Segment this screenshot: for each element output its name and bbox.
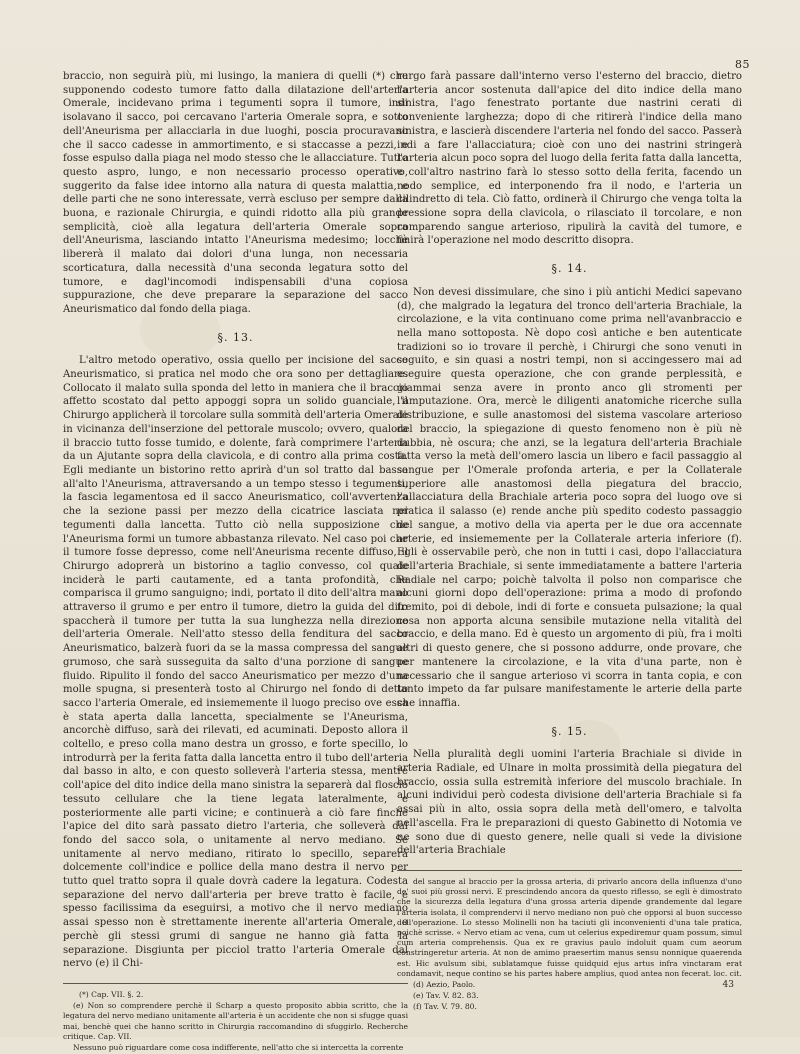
footnotes [63,990,408,1053]
signature-mark: 43 [722,980,734,990]
section-heading: §. 15. [551,724,588,738]
footnote: (e) Tav. V. 82. 83. [413,991,479,1001]
paragraph: Nella pluralità degli uomini l'arteria Brachiale si divide in arteria Radiale, ed Ulnare in molta prossimità della piegatura del braccio, ossia sulla estremità inferiore del muscolo brachiale. In alcuni individui però codesta divisione dell'arteria Brachiale si fa assai più in alto, ossia sopra della metà dell'omero, e talvolta nell'ascella. Fra le preparazioni di questo Gabinetto di Notomia ve ne sono due di questo genere, nelle quali si vede la divisione dell'arteria Brachiale [397,749,742,857]
paragraph: Non devesi dissimulare, che sino i più antichi Medici sapevano (d), che malgrado la legatura del tronco dell'arteria Brachiale, la circolazione, e la vita continuano come prima nell'avanbraccio e nella mano sottoposta. Nè dopo così antiche e ben autenticate tradizioni so io trovare il perchè, i Chirurgi che sono venuti in seguito, e sin quasi a nostri tempi, non si accingessero mai ad eseguire questa operazione, che con grande perplessità, e giammai senza avere in pronto anco gli stromenti per l'amputazione. Ora, mercè le diligenti anatomiche ricerche sulla distribuzione, e sulle anastomosi del sistema vascolare arterioso del braccio, la spiegazione di questo fenomeno non è più nè dubbia, nè oscura; che anzi, se la legatura dell'arteria Brachiale fatta verso la metà dell'omero lascia un libero e facil passaggio al sangue per l'Omerale profonda arteria, e per la Collaterale superiore alle anastomosi della piegatura del braccio, l'allacciatura della Brachiale arteria poco sopra del luogo ove si pratica il salasso (e) rende anche più spedito codesto passaggio del sangue, a motivo della via aperta per le due ora accennate arterie, ed insiememente per la Collaterale arteria inferiore (f). Egli è osservabile però, che non in tutti i casi, dopo l'allacciatura dell'arteria Brachiale, si sente immediatamente a battere l'arteria Radiale nel carpo; poichè talvolta il polso non comparisce che alcuni giorni dopo dell'operazione: prima a modo di profondo fremito, poi di debole, indi di forte e consueta pulsazione; la qual cosa non apporta alcuna sensibile mutazione nella vitalità del braccio, e della mano. Ed è questo un argomento di più, fra i molti altri di questo genere, che si possono addurre, onde provare, che per mantenere la circolazione, e la vita d'una parte, non è necessario che il sangue arterioso vi scorra in tanta copia, e con tanto impeto da far pulsare manifestamente le arterie della parte che innaffia. [397,286,742,709]
paragraph: rurgo farà passare dall'interno verso l'esterno del braccio, dietro l'arteria ancor sostenuta dall'apice del dito indice della mano sinistra, l'ago fenestrato portante due nastrini cerati di conveniente larghezza; dopo di che ritirerà l'indice della mano sinistra, e lascierà discendere l'arteria nel fondo del sacco. Passerà indi a fare l'allacciatura; cioè con uno dei nastrini stringerà l'arteria alcun poco sopra del luogo della ferita fatta dalla lancetta, e coll'altro nastrino farà lo stesso sotto della ferita, facendo un nodo semplice, ed interponendo fra il nodo, e l'arteria un cilindretto di tela. Ciò fatto, ordinerà il Chirurgo che venga tolta la pressione sopra della clavicola, o rilasciato il torcolare, e non comparendo sangue arterioso, ripulirà la cavità del tumore, e finirà l'operazione nel modo descritto disopra. [397,71,742,247]
page-number: 85 [735,58,750,71]
footnote: (*) Cap. VII. §. 2. [79,990,144,999]
section-heading: §. 13. [217,330,254,344]
footnote: (f) Tav. V. 79. 80. [413,1002,477,1012]
paragraph: braccio, non seguirà più, mi lusingo, la maniera di quelli (*) che supponendo codesto tumore fatto dalla dilatazione dell'arteria Omerale, incidevano prima i tegumenti sopra il tumore, indi isolavano il sacco, poi cercavano l'arteria Omerale sopra, e sotto dell'Aneurisma per allacciarla in due luoghi, poscia procuravano che il sacco cadesse in ammortimento, e si staccasse a pezzi, e fosse espulso dalla piaga nel modo stesso che le allacciature. Tutto questo aspro, lungo, e non necessario processo operativo, suggerito da false idee intorno alla natura di questa malattia, e delle parti che ne sono interessate, verrà escluso per sempre dalla buona, e razionale Chirurgia, e quindi ridotto alla più grande semplicità, cioè alla legatura dell'arteria Omerale sopra dell'Aneurisma, lasciando intatto l'Aneurisma medesimo; locchè libererà il malato dai dolori d'una lunga, non necessaria scorticatura, dalla necessità d'una seconda legatura sotto del tumore, e dagl'incomodi indispensabili d'una copiosa suppurazione, che deve preparare la separazione del sacco Aneurismatico dal fondo della piaga. [63,71,408,315]
footnote-divider [397,870,742,871]
footnotes [397,877,742,1013]
footnote: del sangue al braccio per la grossa arteria, di privarlo ancora della influenza d'uno de' suoi più grossi nervi. E prescindendo ancora da questo riflesso, se egli è dimostrato che la sicurezza della legatura d'una grossa arteria dipende grandemente dal legare l'arteria isolata, il comprendervi il nervo mediano non può che opporsi al buon successo dell'operazione. Lo stesso Molinelli non ha taciuti gli inconvenienti d'una tale pratica, poichè scrisse. « Nervo etiam ac vena, cum ut celerius expediremur quam possum, simul cum arteria comprehensis. Qua ex re gravius paulo indoluit quam cum aeorum constringeretur arteria. At non de amimo praesertim manus sensu nonnique quaerenda est. Hic avulsum sibi, sublatamque fuisse quidquid ejus artus infra vinctaram erat condamavit, neque contino se his partes habere amplius, quod antea non fecerat. loc. cit. [397,876,742,978]
right-column [397,70,742,1014]
paragraph: L'altro metodo operativo, ossia quello per incisione del sacco Aneurismatico, si pratica nel modo che ora sono per dettagliare. Collocato il malato sulla sponda del letto in maniera che il braccio affetto scostato dal petto appoggi sopra un solido guanciale, il Chirurgo applicherà il torcolare sulla sommità dell'arteria Omerale in vicinanza dell'inserzione del pettorale muscolo; ovvero, qualora il braccio tutto fosse tumido, e dolente, farà comprimere l'arteria da un Ajutante sopra della clavicola, e di contro alla prima costa. Egli mediante un bistorino retto aprirà d'un sol tratto dal basso all'alto l'Aneurisma, attraversando a un tempo stesso i tegumenti, la fascia legamentosa ed il sacco Aneurismatico, coll'avvertenza che la sezione passi per mezzo della cicatrice lasciata nei tegumenti dalla lancetta. Tutto ciò nella supposizione che l'Aneurisma formi un tumore abbastanza rilevato. Nel caso poi che il tumore fosse depresso, come nell'Aneurisma recente diffuso, il Chirurgo adoprerà un bistorino a taglio convesso, col quale inciderà le parti cautamente, ed a tanta profondità, che comparisca il grumo sanguigno; indi, portato il dito dell'altra mano attraverso il grumo e per entro il tumore, dietro la guida del dito spaccherà il tumore per tutta la sua lunghezza nella direzione dell'arteria Omerale. Nell'atto stesso della fenditura del sacco Aneurismatico, balzerà fuori da se la massa compressa del sangue grumoso, che sarà susseguita da salto d'una porzione di sangue fluido. Ripulito il fondo del sacco Aneurismatico per mezzo d'una molle spugna, si presenterà tosto al Chirurgo nel fondo di detto sacco l'arteria Omerale, ed insiememente il luogo preciso ove essa è stata aperta dalla lancetta, specialmente se l'Aneurisma, ancorchè diffuso, sarà dei rilevati, ed acuminati. Deposto allora il coltello, e preso colla mano destra un grosso, e forte specillo, lo introdurrà per la ferita fatta dalla lancetta entro il tubo dell'arteria dal basso in alto, e con questo solleverà l'arteria stessa, mentre coll'apice del dito indice della mano sinistra la separerà dal floscio tessuto cellulare che la tiene legata lateralmente, e posteriormente alle parti vicine; e continuerà a ciò fare finchè l'apice del dito sarà passato dietro l'arteria, che solleverà dal fondo del sacco sola, o unitamente al nervo mediano. Se unitamente al nervo mediano, ritirato lo specillo, separerà dolcemente coll'indice e pollice della mano destra il nervo per tutto quel tratto sopra il quale dovrà cadere la legatura. Codesta separazione del nervo dall'arteria per breve tratto è facile, e spesso facilissima da eseguirsi, a motivo che il nervo mediano assai spesso non è strettamente inerente all'arteria Omerale, o perchè gli stessi grumi di sangue ne hanno già fatta la separazione. Disgiunta per picciol tratto l'arteria Omerale dal nervo (e) il Chi- [63,355,408,970]
footnote: (e) Non so comprendere perchè il Scharp a questo proposito abbia scritto, che la legatura del nervo mediano unitamente all'arteria è un accidente che non si sfugge quasi mai, benchè quei che hanno scritto in Chirurgia raccomandino di sfuggirlo. Recherche critique. Cap. VII. [63,1001,408,1041]
footnote: Nessuno può riguardare come cosa indifferente, nell'atto che si intercetta la corrente [73,1043,404,1053]
left-column [63,70,408,1054]
section-heading: §. 14. [551,262,588,276]
footnote: (d) Aezio, Paolo. [413,980,476,989]
footnote-divider [63,983,408,984]
